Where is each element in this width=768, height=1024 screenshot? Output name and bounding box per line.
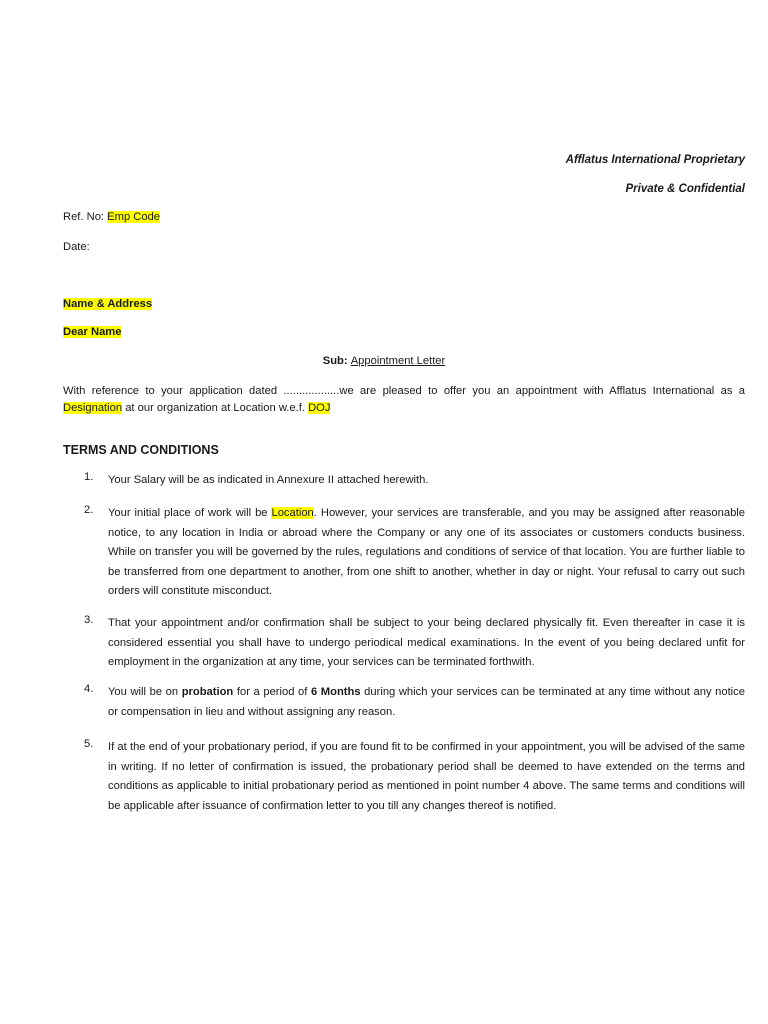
reference-line xyxy=(63,211,160,223)
emp-code-field: Emp Code xyxy=(107,211,161,223)
salutation: Dear Name xyxy=(63,326,122,338)
subject-label: Sub: xyxy=(322,355,351,367)
subject-line xyxy=(0,355,768,367)
probation-period: 6 Months xyxy=(310,686,361,698)
date-label: Date: xyxy=(63,241,90,253)
term-item-5: 5. If at the end of your probationary period, if you are found fit to be confirmed in your appointment, you will be advised of the same in writing. If no letter of confirmation is issued, the probationary period shall be deemed to have extended on the terms and conditions as applicable to initial probationary period as mentioned in point number 4 above. The same terms and conditions will be applicable after issuance of confirmation letter to you till any changes thereof is notified. xyxy=(84,738,745,812)
terms-heading: TERMS AND CONDITIONS xyxy=(63,443,219,457)
term-item-1: 1. Your Salary will be as indicated in Annexure II attached herewith. xyxy=(84,471,429,486)
ref-label: Ref. No: xyxy=(63,211,108,223)
doj-field: DOJ xyxy=(308,402,331,414)
term-item-2: 2. Your initial place of work will be Location. However, your services are transferable, and you may be assigned after reasonable notice, to any location in India or abroad where the Company or any one of its associates or customers conducts business. While on transfer you will be governed by the rules, regulations and conditions of service of that location. You are further liable to be transferred from one department to another, from one shift to another, whether in day or night. Your refusal to carry out such orders will constitute misconduct. xyxy=(84,504,746,597)
term-item-3: 3. That your appointment and/or confirmation shall be subject to your being declared physically fit. Even thereafter in case it is considered essential you shall have to undergo periodical medical examinations. In the event of you being declared unfit for employment in the organization at any time, your services can be terminated forthwith. xyxy=(84,614,745,668)
term-item-4: 4. You will be on probation for a period of 6 Months during which your services can be terminated at any time without any notice or compensation in lieu and without assigning any reason. xyxy=(84,683,745,718)
company-header: Afflatus International Proprietary xyxy=(565,154,745,166)
recipient-name-address: Name & Address xyxy=(63,298,153,310)
location-field: Location xyxy=(271,507,314,519)
intro-paragraph: With reference to your application dated ..................we are pleased to offer you an appointment with Afflatus International as a Designation at our organization at Location w.e.f. DOJ xyxy=(63,385,745,414)
subject-value: Appointment Letter xyxy=(350,355,446,367)
confidential-label: Private & Confidential xyxy=(625,183,745,195)
designation-field: Designation xyxy=(63,402,123,414)
probation-term: probation xyxy=(181,686,234,698)
